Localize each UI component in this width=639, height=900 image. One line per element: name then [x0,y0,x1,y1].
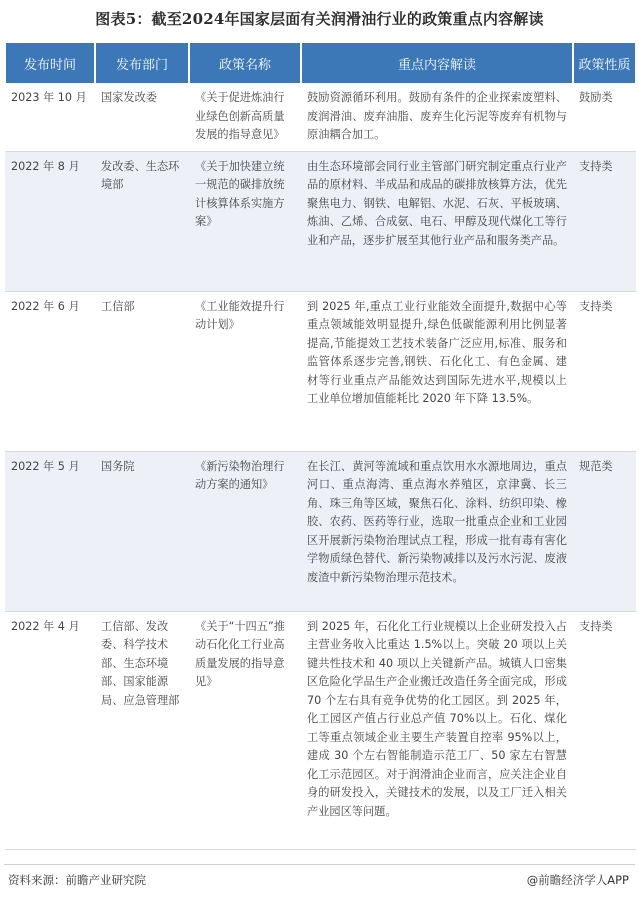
cell-content: 由生态环境部会同行业主管部门研究制定重点行业产品的原材料、半成品和成品的碳排放核算方法，优先聚焦电力、钢铁、电解铝、水泥、石灰、平板玻璃、炼油、乙烯、合成氨、电石、甲醇及现代煤化工等行业和产品，逐步扩展至其他行业产品和服务类产品。 [301,151,573,291]
cell-dept: 工信部 [95,291,189,451]
table-header-row [5,43,636,83]
cell-nature: 鼓励类 [573,83,636,151]
cell-policy-name: 《新污染物治理行动方案的通知》 [189,451,301,611]
table-row [5,451,636,611]
cell-policy-name: 《关于促进炼油行业绿色创新高质量发展的指导意见》 [189,83,301,151]
cell-content: 到 2025 年，石化化工行业规模以上企业研发投入占主营业务收入比重达 1.5%以上。突破 20 项以上关键共性技术和 40 项以上关键新产品。城镇人口密集区危险化学品生产企业搬迁改造任务全面完成，形成 70 个左右具有竞争优势的化工园区。到 2025 年，化工园区产值占行业总产值 70%以上。石化、煤化工等重点领域企业主要生产装置自控率 95%以上，建成 30 个左右智能制造示范工厂、50 家左右智慧化工示范园区。对于润滑油企业而言，应关注企业自身的研发投入，关键技术的发展，以及工厂迁入相关产业园区等问题。 [301,611,573,849]
cell-dept: 发改委、生态环境部 [95,151,189,291]
table-row [5,611,636,849]
cell-time: 2022 年 6 月 [5,291,95,451]
cell-nature: 支持类 [573,151,636,291]
cell-policy-name: 《关于“十四五”推动石化化工行业高质量发展的指导意见》 [189,611,301,849]
cell-dept: 国务院 [95,451,189,611]
cell-time: 2022 年 5 月 [5,451,95,611]
chart-title: 图表5：截至2024年国家层面有关润滑油行业的政策重点内容解读 [95,10,544,28]
table-row [5,83,636,151]
column-header-name: 政策名称 [189,43,301,83]
cell-content: 在长江、黄河等流域和重点饮用水水源地周边，重点河口、重点海湾、重点海水养殖区，京津冀、长三角、珠三角等区域，聚焦石化、涂料、纺织印染、橡胶、农药、医药等行业，选取一批重点企业和工业园区开展新污染物治理试点工程，形成一批有毒有害化学物质绿色替代、新污染物减排以及污水污泥、废液废渣中新污染物治理示范技术。 [301,451,573,611]
cell-time: 2022 年 8 月 [5,151,95,291]
column-header-dept: 发布部门 [95,43,189,83]
cell-dept: 工信部、发改委、科学技术部、生态环境部、国家能源局、应急管理部 [95,611,189,849]
source-note: 资料来源：前瞻产业研究院 [8,873,146,887]
cell-policy-name: 《工业能效提升行动计划》 [189,291,301,451]
table-row [5,151,636,291]
cell-dept: 国家发改委 [95,83,189,151]
footer [0,870,639,890]
footer-divider [4,864,635,865]
column-header-nature: 政策性质 [573,43,636,83]
cell-content: 鼓励资源循环利用。鼓励有条件的企业探索废塑料、废润滑油、废弃油脂、废弃生化污泥等废弃有机物与原油耦合加工。 [301,83,573,151]
cell-policy-name: 《关于加快建立统一规范的碳排放统计核算体系实施方案》 [189,151,301,291]
cell-nature: 支持类 [573,611,636,849]
column-header-time: 发布时间 [5,43,95,83]
cell-content: 到 2025 年,重点工业行业能效全面提升,数据中心等重点领域能效明显提升,绿色低碳能源利用比例显著提高,节能提效工艺技术装备广泛应用,标准、服务和监管体系逐步完善,钢铁、石化化工、有色金属、建材等行业重点产品能效达到国际先进水平,规模以上工业单位增加值能耗比 2020 年下降 13.5%。 [301,291,573,451]
cell-time: 2022 年 4 月 [5,611,95,849]
policy-table [4,43,637,850]
cell-nature: 规范类 [573,451,636,611]
table-row [5,291,636,451]
column-header-content: 重点内容解读 [301,43,573,83]
brand-credit: @前瞻经济学人APP [526,873,629,887]
cell-time: 2023 年 10 月 [5,83,95,151]
cell-nature: 支持类 [573,291,636,451]
